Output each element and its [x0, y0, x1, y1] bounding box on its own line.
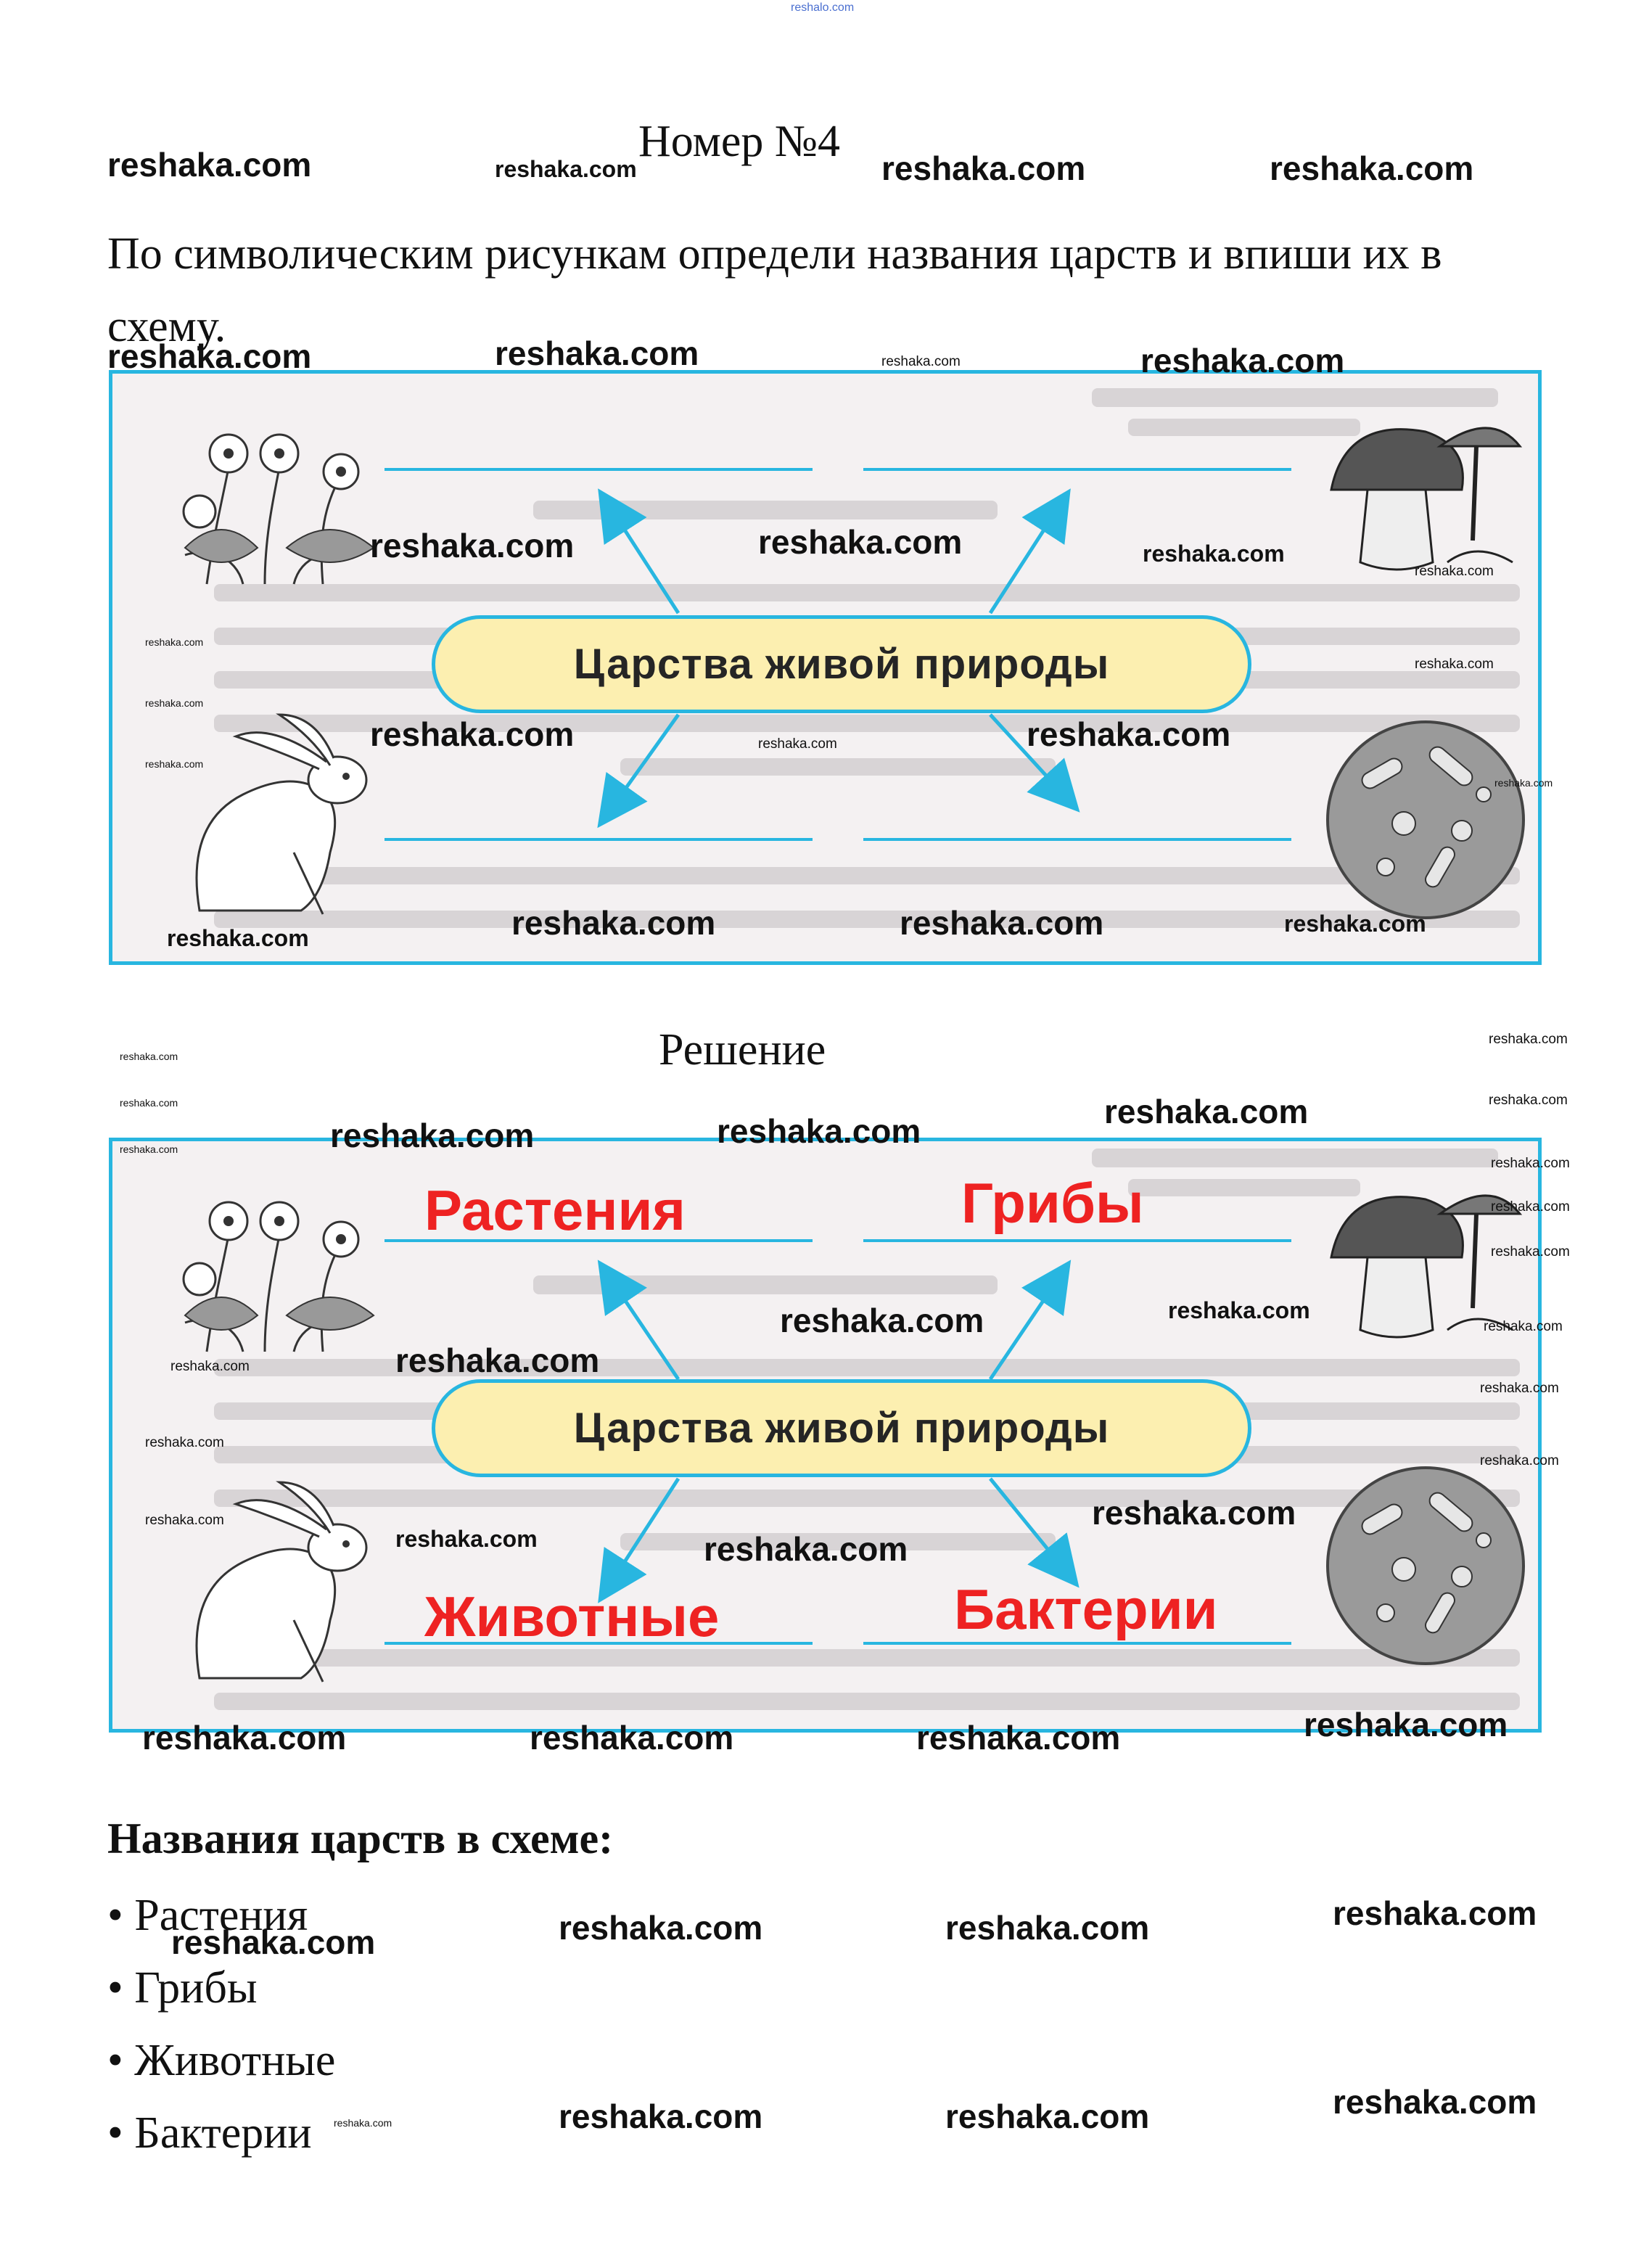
watermark: reshaka.com — [717, 1112, 921, 1150]
watermark: reshaka.com — [1484, 1319, 1563, 1334]
watermark: reshaka.com — [330, 1117, 535, 1154]
watermark: reshaka.com — [780, 1302, 984, 1339]
watermark: reshaka.com — [704, 1530, 908, 1568]
watermark: reshaka.com — [120, 1143, 178, 1155]
mushroom-icon — [1302, 403, 1534, 584]
watermark: reshaka.com — [1480, 1453, 1559, 1468]
watermark: reshaka.com — [1027, 715, 1231, 753]
watermark: reshaka.com — [1491, 1244, 1570, 1260]
watermark: reshaka.com — [1270, 149, 1474, 187]
watermark: reshaka.com — [495, 334, 699, 372]
watermark: reshaka.com — [1491, 1156, 1570, 1171]
watermark: reshaka.com — [120, 1051, 178, 1062]
solution-title: Решение — [659, 1025, 826, 1075]
kingdom-animals: Животные — [424, 1585, 720, 1648]
watermark: reshaka.com — [1494, 777, 1553, 789]
watermark: reshaka.com — [559, 1909, 763, 1947]
watermark: reshaka.com — [881, 149, 1086, 187]
watermark: reshaka.com — [145, 1513, 224, 1528]
watermark: reshaka.com — [559, 2098, 763, 2135]
watermark: reshaka.com — [495, 156, 637, 182]
watermark: reshaka.com — [1092, 1494, 1296, 1532]
task-text: По символическим рисункам определи названия царств и впиши их в схему. — [107, 229, 1442, 351]
answer-item: • Бактерии — [107, 2097, 335, 2169]
kingdom-fungi: Грибы — [961, 1171, 1144, 1235]
watermark: reshaka.com — [1304, 1706, 1508, 1743]
watermark: reshaka.com — [1168, 1297, 1310, 1323]
watermark: reshaka.com — [145, 1435, 224, 1450]
flower-icon — [156, 1170, 395, 1359]
watermark: reshaka.com — [1333, 1894, 1537, 1932]
kingdom-plants: Растения — [424, 1178, 686, 1242]
watermark: reshaka.com — [120, 1097, 178, 1109]
watermark: reshaka.com — [1284, 911, 1426, 937]
watermark: reshaka.com — [107, 337, 312, 375]
watermark: reshaka.com — [1104, 1093, 1309, 1130]
watermark: reshaka.com — [370, 527, 575, 564]
watermark: reshaka.com — [145, 697, 204, 709]
watermark: reshaka.com — [758, 523, 963, 561]
watermark: reshaka.com — [881, 354, 961, 369]
watermark: reshaka.com — [945, 2098, 1150, 2135]
watermark: reshaka.com — [1415, 564, 1494, 579]
watermark: reshaka.com — [1480, 1381, 1559, 1396]
center-pill: Царства живой природы — [432, 615, 1251, 713]
watermark: reshaka.com — [370, 715, 575, 753]
center-pill: Царства живой природы — [432, 1379, 1251, 1477]
watermark: reshaka.com — [900, 904, 1104, 942]
answer-heading: Названия царств в схеме: — [107, 1815, 614, 1862]
watermark: reshaka.com — [167, 925, 309, 951]
bacteria-icon — [1317, 1460, 1534, 1671]
watermark: reshaka.com — [1491, 1199, 1570, 1215]
watermark: reshaka.com — [1415, 657, 1494, 672]
watermark: reshaka.com — [1489, 1032, 1568, 1047]
watermark: reshaka.com — [530, 1719, 734, 1757]
answer-item: • Грибы — [107, 1952, 335, 2024]
answer-item: • Растения — [107, 1879, 335, 1952]
solution-scheme — [109, 1138, 1570, 1733]
watermark: reshaka.com — [945, 1909, 1150, 1947]
kingdom-bacteria: Бактерии — [954, 1577, 1218, 1641]
answer-item: • Животные — [107, 2024, 335, 2097]
watermark: reshaka.com — [1143, 541, 1285, 567]
page-title: Номер №4 — [638, 117, 841, 166]
hare-icon — [156, 1475, 395, 1693]
watermark: reshaka.com — [395, 1342, 600, 1379]
watermark: reshaka.com — [142, 1719, 347, 1757]
watermark: reshaka.com — [1140, 342, 1345, 379]
watermark: reshaka.com — [511, 904, 716, 942]
watermark: reshaka.com — [1333, 2083, 1537, 2121]
watermark: reshaka.com — [334, 2117, 392, 2129]
watermark: reshaka.com — [107, 146, 312, 184]
watermark: reshaka.com — [145, 758, 204, 770]
watermark: reshaka.com — [145, 636, 204, 648]
flower-icon — [156, 403, 395, 591]
watermark: reshaka.com — [758, 736, 837, 752]
watermark: reshaka.com — [170, 1359, 250, 1374]
task-scheme — [109, 370, 1553, 965]
watermark: reshaka.com — [171, 1923, 376, 1961]
watermark: reshaka.com — [916, 1719, 1121, 1757]
hare-icon — [156, 707, 395, 925]
site-mark: reshalo.com — [791, 1, 855, 14]
bacteria-icon — [1317, 715, 1534, 925]
watermark: reshaka.com — [395, 1526, 538, 1552]
watermark: reshaka.com — [1489, 1093, 1568, 1108]
